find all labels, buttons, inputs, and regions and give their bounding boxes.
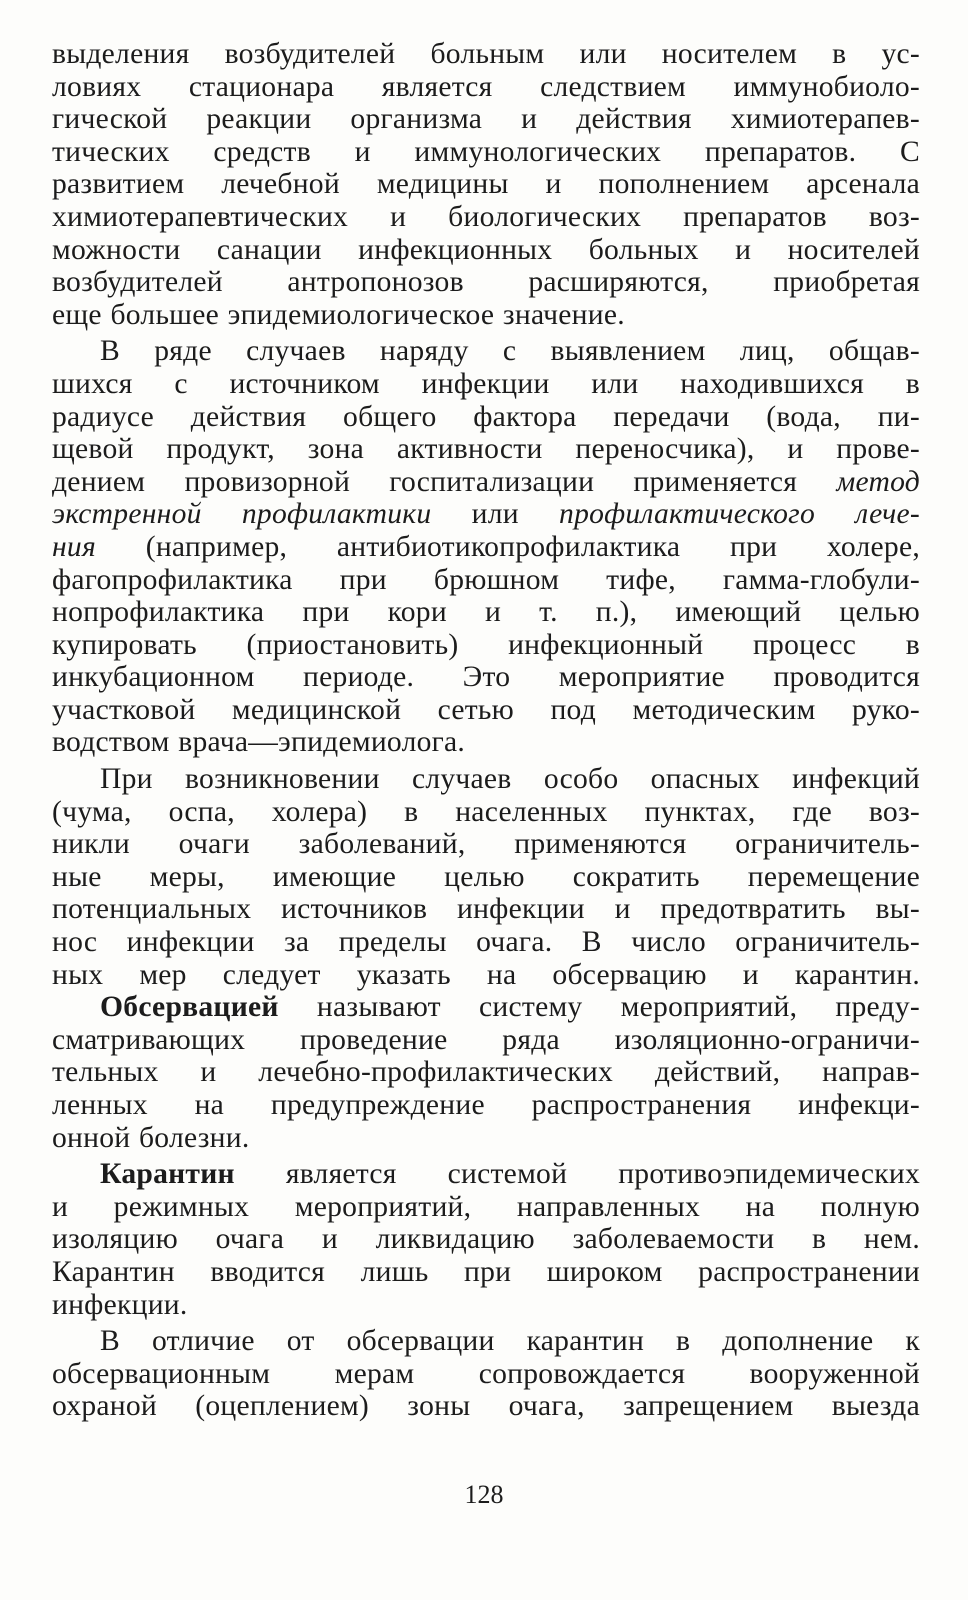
text-line: [52, 335, 920, 368]
text-fragment: называют систему мероприятий, преду-: [278, 991, 920, 1024]
italic-term: экстренной профилактики: [52, 498, 432, 531]
text-fragment: При возникновении случаев особо опасных инфекций: [100, 763, 920, 796]
text-fragment: В отличие от обсервации карантин в дополнение к: [100, 1325, 920, 1358]
text-line: возбудителей антропонозов расширяются, приобретая: [52, 266, 920, 299]
italic-term: ния: [52, 530, 96, 563]
text-line: [52, 531, 920, 564]
text-line: ленных на предупреждение распространения инфекци-: [52, 1089, 920, 1121]
text-line: фагопрофилактика при брюшном тифе, гамма-глобули-: [52, 563, 920, 596]
text-fragment: (например, антибиотикопрофилактика при холере,: [96, 530, 920, 563]
text-line: нопрофилактика при кори и т. п.), имеющий целью: [52, 596, 920, 629]
page-number: 128: [464, 1480, 504, 1509]
text-fragment: дением провизорной госпитализации применяется: [52, 465, 837, 498]
paragraph-3: [52, 763, 920, 991]
bold-term: Обсервацией: [100, 991, 279, 1024]
text-line: развитием лечебной медицины и пополнением арсенала: [52, 168, 920, 201]
text-line: щевой продукт, зона активности переносчика), и прове-: [52, 433, 920, 466]
text-line: купировать (приостановить) инфекционный процесс в: [52, 628, 920, 661]
text-line: тических средств и иммунологических препаратов. С: [52, 135, 920, 168]
text-line: нос инфекции за пределы очага. В число ограничитель-: [52, 926, 920, 959]
text-fragment: является системой противоэпидемических: [234, 1158, 920, 1191]
paragraph-5: [52, 1158, 920, 1321]
italic-term: метод: [836, 465, 920, 498]
text-line: [52, 1325, 920, 1358]
text-line: сматривающих проведение ряда изоляционно-ограничи-: [52, 1023, 920, 1056]
text-line: шихся с источником инфекции или находившихся в: [52, 367, 920, 400]
text-line: тельных и лечебно-профилактических действий, направ-: [52, 1056, 920, 1089]
text-line: обсервационным мерам сопровождается вооруженной: [52, 1357, 920, 1390]
text-line: [52, 466, 920, 499]
paragraph-1: [52, 38, 920, 331]
text-line: [52, 991, 920, 1024]
text-fragment: В ряде случаев наряду с выявлением лиц, общав-: [100, 335, 920, 368]
text-line: выделения возбудителей больным или носителем в ус-: [52, 38, 920, 70]
text-line: химиотерапевтических и биологических препаратов воз-: [52, 200, 920, 233]
text-line: водством врача—эпидемиолога.: [52, 726, 466, 759]
text-line: Карантин вводится лишь при широком распространении: [52, 1255, 920, 1288]
paragraph-4: [52, 991, 920, 1154]
text-line: гической реакции организма и действия химиотерапев-: [52, 103, 920, 136]
text-line: участковой медицинской сетью под методическим руко-: [52, 693, 920, 726]
text-fragment: или: [431, 498, 560, 531]
text-line: охраной (оцеплением) зоны очага, запрещением выезда: [52, 1390, 920, 1423]
text-line: [52, 498, 920, 531]
text-line: (чума, оспа, холера) в населенных пунктах, где воз-: [52, 795, 920, 828]
text-line: онной болезни.: [52, 1121, 250, 1154]
bold-term: Карантин: [100, 1158, 235, 1191]
text-line: инфекции.: [52, 1288, 188, 1321]
text-line: [52, 1158, 920, 1191]
text-line: радиусе действия общего фактора передачи (вода, пи-: [52, 400, 920, 433]
text-line: ных мер следует указать на обсервацию и карантин.: [52, 958, 920, 991]
text-line: потенциальных источников инфекции и предотвратить вы-: [52, 893, 920, 926]
text-line: изоляцию очага и ликвидацию заболеваемости в нем.: [52, 1223, 920, 1256]
text-line: инкубационном периоде. Это мероприятие проводится: [52, 661, 920, 694]
paragraph-2: [52, 335, 920, 759]
text-line: [52, 763, 920, 796]
text-line: ные меры, имеющие целью сократить перемещение: [52, 860, 920, 893]
paragraph-6: [52, 1325, 920, 1423]
text-line: и режимных мероприятий, направленных на полную: [52, 1190, 920, 1223]
text-line: ловиях стационара является следствием иммунобиоло-: [52, 70, 920, 103]
italic-term: профилактического лече-: [559, 498, 920, 531]
text-line: никли очаги заболеваний, применяются ограничитель-: [52, 828, 920, 861]
page-text: [52, 38, 920, 1423]
text-line: еще большее эпидемиологическое значение.: [52, 298, 625, 331]
text-line: можности санации инфекционных больных и носителей: [52, 233, 920, 266]
